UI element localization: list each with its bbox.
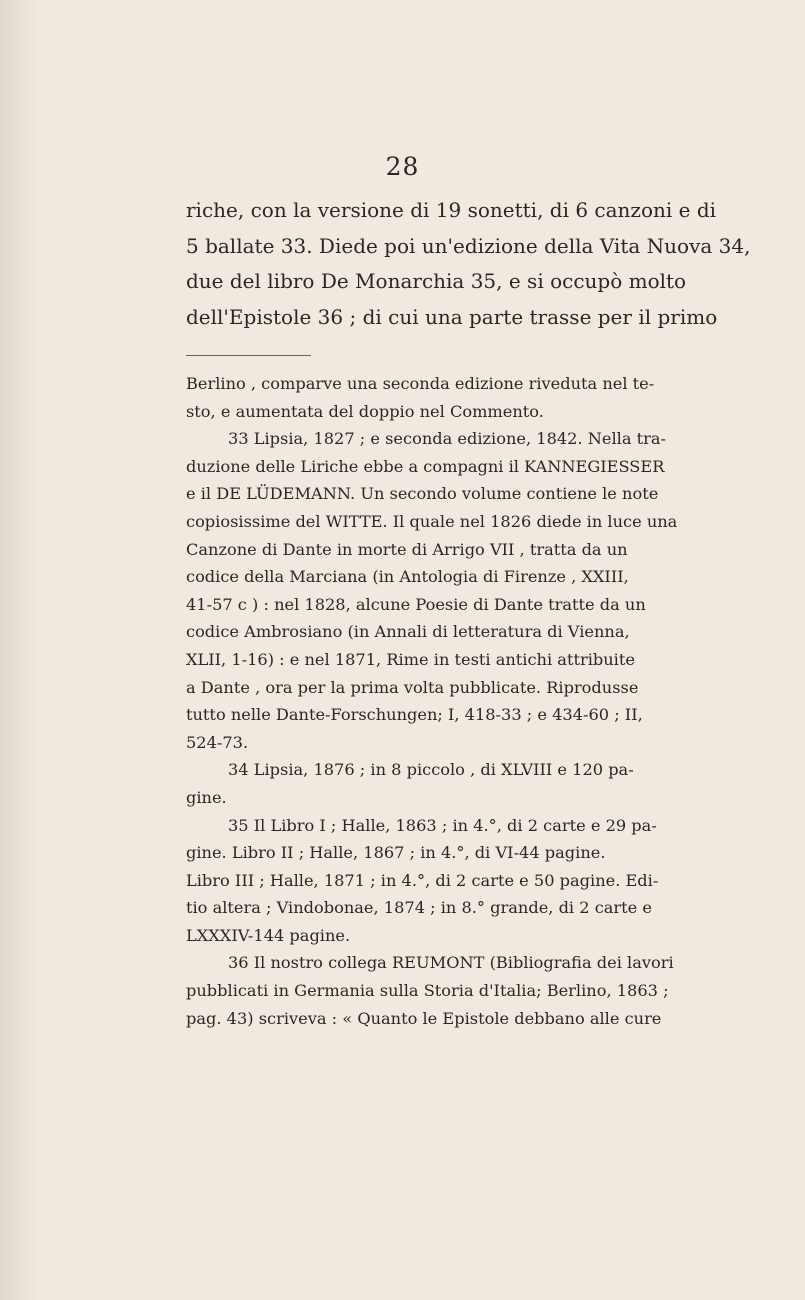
- footnotes: [186, 370, 678, 1032]
- footnote-line: codice della Marciana (in Antologia di Firenze , XXIII,: [186, 567, 629, 587]
- footnote-line: XLII, 1-16) : e nel 1871, Rime in testi antichi attribuite: [186, 649, 635, 669]
- footnote-line: pag. 43) scriveva : « Quanto le Epistole debbano alle cure: [186, 1008, 662, 1028]
- footnote-separator: [186, 355, 311, 356]
- footnote-line: 36 Il nostro collega REUMONT (Bibliografia dei lavori: [228, 953, 674, 973]
- footnote-line: 35 Il Libro I ; Halle, 1863 ; in 4.°, di 2 carte e 29 pa-: [228, 815, 657, 835]
- footnote-line: e il DE LÜDEMANN. Un secondo volume contiene le note: [186, 484, 659, 504]
- footnote-line: Canzone di Dante in morte di Arrigo VII , tratta da un: [186, 539, 628, 559]
- footnote-line: tio altera ; Vindobonae, 1874 ; in 8.° grande, di 2 carte e: [186, 898, 652, 918]
- main-text-line: dell'Epistole 36 ; di cui una parte trasse per il primo: [186, 304, 718, 329]
- footnote-line: Libro III ; Halle, 1871 ; in 4.°, di 2 carte e 50 pagine. Edi-: [186, 870, 659, 890]
- main-text: [186, 193, 751, 335]
- footnote-line: gine. Libro II ; Halle, 1867 ; in 4.°, di VI-44 pagine.: [186, 843, 606, 863]
- footnote-line: sto, e aumentata del doppio nel Commento.: [186, 401, 544, 421]
- footnote-line: duzione delle Liriche ebbe a compagni il KANNEGIESSER: [186, 456, 665, 476]
- footnote-line: LXXXIV-144 pagine.: [186, 925, 351, 945]
- footnote-line: Berlino , comparve una seconda edizione riveduta nel te-: [186, 374, 655, 393]
- footnote-line: 41-57 c ) : nel 1828, alcune Poesie di Dante tratte da un: [186, 594, 646, 614]
- footnote-line: codice Ambrosiano (in Annali di letteratura di Vienna,: [186, 622, 630, 642]
- main-text-line: due del libro De Monarchia 35, e si occupò molto: [186, 269, 687, 293]
- footnote-line: 33 Lipsia, 1827 ; e seconda edizione, 1842. Nella tra-: [228, 429, 667, 449]
- footnote-line: pubblicati in Germania sulla Storia d'Italia; Berlino, 1863 ;: [186, 981, 669, 1001]
- footnote-line: 524-73.: [186, 732, 249, 752]
- footnote-line: tutto nelle Dante-Forschungen; I, 418-33 ; e 434-60 ; II,: [186, 705, 643, 725]
- page-edge-shading: [0, 0, 40, 1300]
- footnote-line: a Dante , ora per la prima volta pubblicate. Riprodusse: [186, 677, 639, 697]
- footnote-line: copiosissime del WITTE. Il quale nel 1826 diede in luce una: [186, 511, 678, 531]
- page-number: 28: [385, 152, 420, 181]
- main-text-line: riche, con la versione di 19 sonetti, di 6 canzoni e di: [186, 198, 717, 222]
- footnote-line: 34 Lipsia, 1876 ; in 8 piccolo , di XLVIII e 120 pa-: [228, 760, 634, 780]
- footnote-line: gine.: [186, 787, 227, 807]
- main-text-line: 5 ballate 33. Diede poi un'edizione della Vita Nuova 34,: [186, 233, 751, 258]
